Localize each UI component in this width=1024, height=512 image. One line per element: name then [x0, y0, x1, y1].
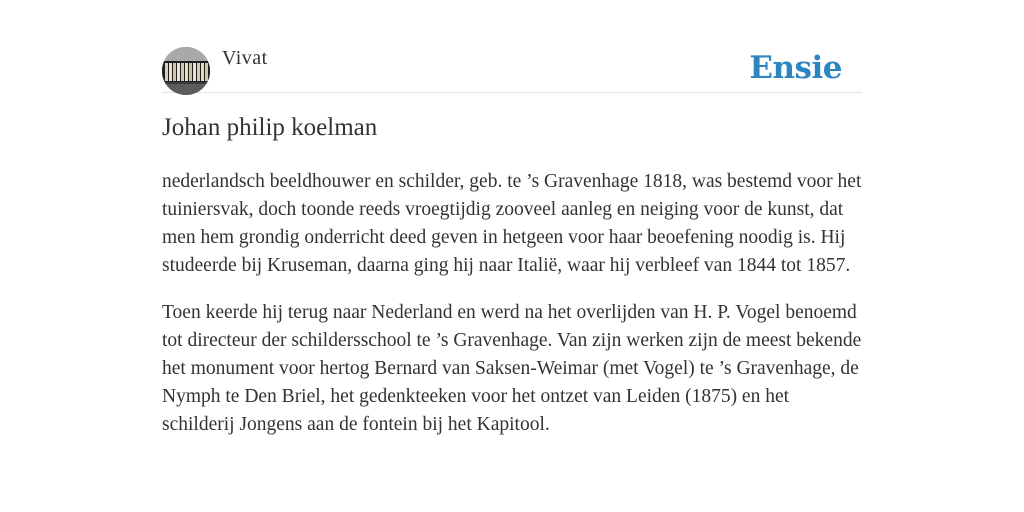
- article-paragraph: Toen keerde hij terug naar Nederland en werd na het overlijden van H. P. Vogel benoemd tot directeur der schildersschool te ’s Gravenhage. Van zijn werken zijn de meest bekende het monument voor hertog Bernard van Saksen-Weimar (met Vogel) te ’s Gravenhage, de Nymph te Den Briel, het gedenkteeken voor het ontzet van Leiden (1875) en het schilderij Jongens aan de fontein bij het Kapitool.: [162, 302, 862, 435]
- article-paragraph: nederlandsch beeldhouwer en schilder, geb. te ’s Gravenhage 1818, was bestemd voor het tuiniersvak, doch toonde reeds vroegtijdig zooveel aanleg en neiging voor de kunst, dat men hem grondig onderricht deed geven in hetgeen voor haar beoefening noodig is. Hij studeerde bij Kruseman, daarna ging hij naar Italië, waar hij verbleef van 1844 tot 1857.: [162, 171, 862, 276]
- article-title: Johan philip koelman: [162, 114, 378, 141]
- header: [162, 44, 862, 93]
- bookshelf-icon: [162, 47, 210, 95]
- ensie-logo[interactable]: Ensie: [749, 50, 842, 86]
- author-name[interactable]: Vivat: [222, 47, 268, 69]
- article-body: [162, 168, 862, 458]
- avatar[interactable]: [162, 47, 210, 95]
